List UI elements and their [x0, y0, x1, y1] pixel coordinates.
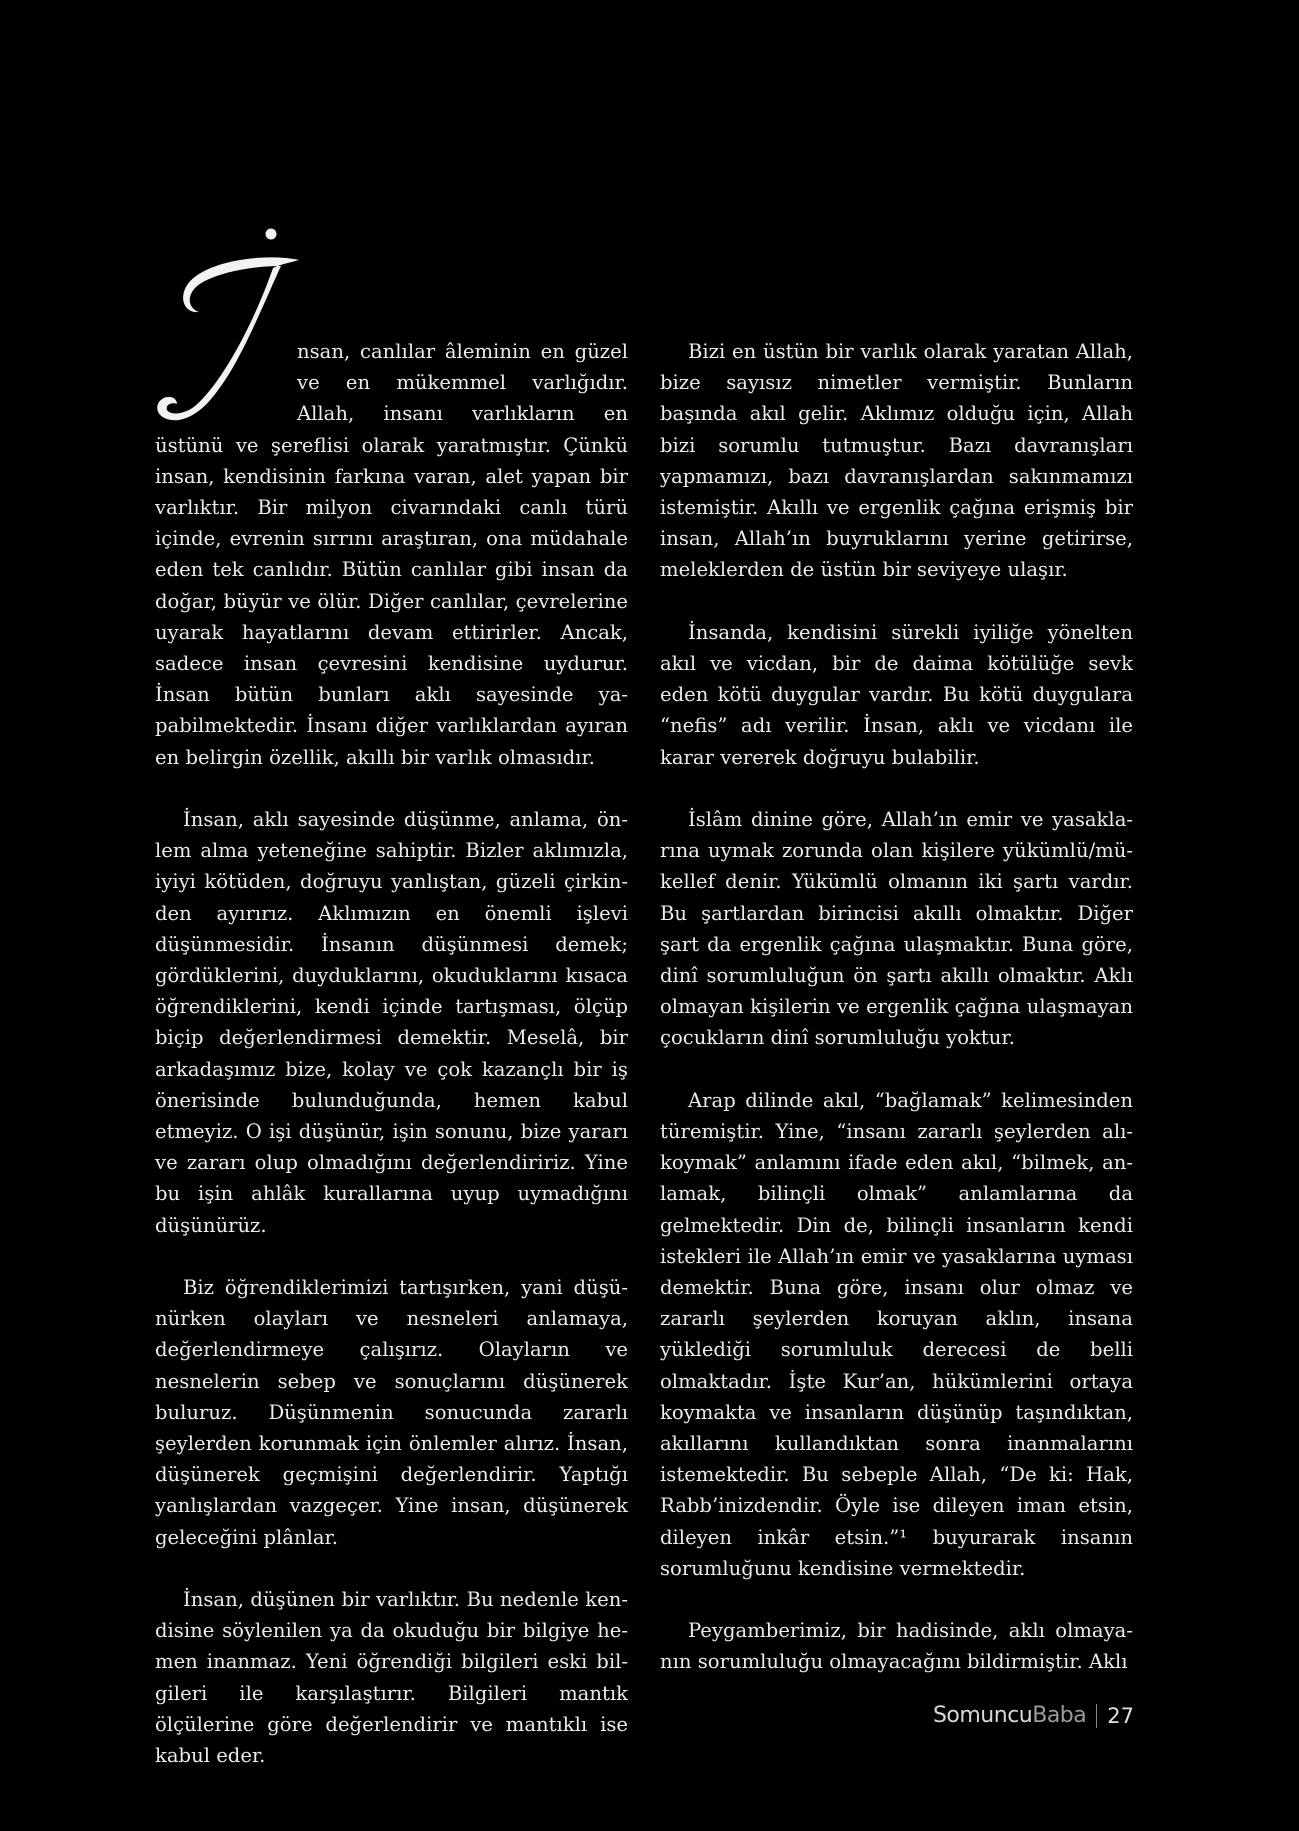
- logo-part-somuncu: Somuncu: [932, 1703, 1033, 1728]
- paragraph: Bizi en üstün bir varlık olarak yaratan Allah, bize sayısız nimetler vermiştir. Bunların başında akıl gelir. Aklımız olduğu için, Allah bizi sorumlu tutmuştur. Bazı davranışları yapmamızı, bazı davranışlardan sakınmamızı istemiştir. Akıllı ve ergenlik çağına erişmiş bir insan, Allah’ın buyruklarını yerine getirirse, meleklerden de üstün bir seviyeye ulaşır.: [660, 340, 1133, 582]
- paragraph: Peygamberimiz, bir hadisinde, aklı olmayanın sorumluluğu olmayacağını bildirmiştir. Aklı: [660, 1619, 1133, 1674]
- magazine-logo: [933, 1703, 1086, 1728]
- paragraph-text: nsan, canlılar âleminin en güzel ve en mükemmel varlığıdır. Allah, insanı varlıkların en üstünü ve şereflisi olarak yaratmıştır. Çünkü insan, kendisinin farkına varan, alet yapan bir varlıktır. Bir milyon civarındaki canlı türü içinde, evrenin sırrını araştıran, ona müdahale eden tek canlıdır. Bütün canlılar gibi insan da doğar, büyür ve ölür. Diğer canlılar, çevrelerine uyarak hayatlarını devam ettirirler. Ancak, sadece insan çevresini kendisine uydurur. İnsan bütün bunları aklı sayesinde yapabilmektedir. İnsanı diğer varlıklardan ayıran en belirgin özellik, akıllı bir varlık olmasıdır.: [155, 340, 628, 769]
- page-number: 27: [1107, 1703, 1134, 1728]
- paragraph: Biz öğrendiklerimizi tartışırken, yani düşünürken olayları ve nesneleri anlamaya, değerlendirmeye çalışırız. Olayların ve nesnelerin sebep ve sonuçlarını düşünerek buluruz. Düşünmenin sonucunda zararlı şeylerden korunmak için önlemler alırız. İnsan, düşünerek geçmişini değerlendirir. Yaptığı yanlışlardan vazgeçer. Yine insan, düşünerek geleceğini plânlar.: [155, 1276, 628, 1549]
- left-column: [155, 336, 628, 1802]
- right-column: [660, 336, 1133, 1709]
- paragraph: İnsan, düşünen bir varlıktır. Bu nedenle kendisine söylenilen ya da okuduğu bir bilgiye hemen inanmaz. Yeni öğrendiği bilgileri eski bilgileri ile karşılaştırır. Bilgileri mantık ölçülerine göre değerlendirir ve mantıklı ise kabul eder.: [155, 1588, 628, 1768]
- dropcap-letter: [151, 316, 291, 426]
- paragraph: İslâm dinine göre, Allah’ın emir ve yasaklarına uymak zorunda olan kişilere yükümlü/mükellef denir. Yükümlü olmanın iki şartı vardır. Bu şartlardan birincisi akıllı olmaktır. Diğer şart da ergenlik çağına ulaşmaktır. Buna göre, dinî sorumluluğun ön şartı akıllı olmaktır. Aklı olmayan kişilerin ve ergenlik çağına ulaşmayan çocukların dinî sorumluluğu yoktur.: [660, 808, 1133, 1050]
- paragraph-intro: [155, 336, 628, 773]
- paragraph: İnsan, aklı sayesinde düşünme, anlama, önlem alma yeteneğine sahiptir. Bizler aklımızla, iyiyi kötüden, doğruyu yanlıştan, güzeli çirkinden ayırırız. Aklımızın en önemli işlevi düşünmesidir. İnsanın düşünmesi demek; gördüklerini, duyduklarını, okuduklarını kısaca öğrendiklerini, kendi içinde tartışması, ölçüp biçip değerlendirmesi demektir. Meselâ, bir arkadaşımız bize, kolay ve çok kazançlı bir iş önerisinde bulunduğunda, hemen kabul etmeyiz. O işi düşünür, işin sonunu, bize yararı ve zararı olup olmadığını değerlendiririz. Yine bu işin ahlâk kurallarına uyup uymadığını düşünürüz.: [155, 808, 628, 1237]
- dropcap-i-icon: [151, 316, 291, 446]
- paragraph: İnsanda, kendisini sürekli iyiliğe yönelten akıl ve vicdan, bir de daima kötülüğe sevk eden kötü duygular vardır. Bu kötü duygulara “nefis” adı verilir. İnsan, aklı ve vicdanı ile karar vererek doğruyu bulabilir.: [660, 620, 1133, 769]
- page-footer: [933, 1703, 1134, 1728]
- logo-part-baba: Baba: [1032, 1703, 1087, 1728]
- paragraph: Arap dilinde akıl, “bağlamak” kelimesinden türemiştir. Yine, “insanı zararlı şeylerden alıkoymak” anlamını ifade eden akıl, “bilmek, anlamak, bilinçli olmak” anlamlarına da gelmektedir. Din de, bilinçli insanların kendi istekleri ile Allah’ın emir ve yasaklarına uyması demektir. Buna göre, insanı olur olmaz ve zararlı şeylerden koruyan aklın, insana yüklediği sorumluluk derecesi de belli olmaktadır. İşte Kur’an, hükümlerini ortaya koymakta ve insanların düşünüp taşındıktan, akıllarını kullandıktan sonra inanmalarını istemektedir. Bu sebeple Allah, “De ki: Hak, Rabb’inizdendir. Öyle ise dileyen iman etsin, dileyen inkâr etsin.”¹ buyurarak insanın sorumluğunu kendisine vermektedir.: [660, 1088, 1133, 1580]
- footer-divider: [1096, 1704, 1097, 1728]
